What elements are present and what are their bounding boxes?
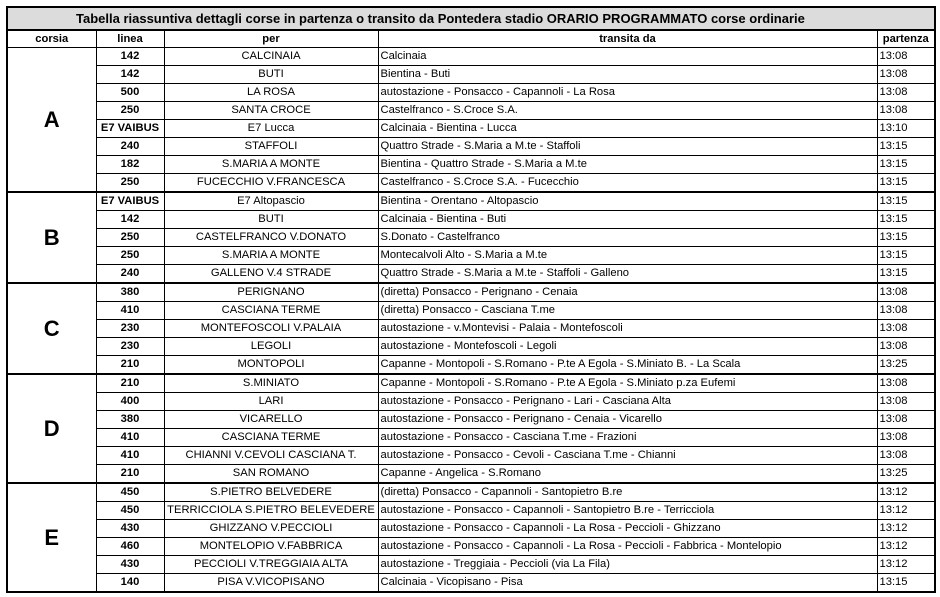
table-row xyxy=(7,174,935,193)
departure-time-cell: 13:10 xyxy=(877,120,935,138)
departure-time-cell: 13:12 xyxy=(877,538,935,556)
linea-cell: 250 xyxy=(96,247,164,265)
destination-cell: S.MARIA A MONTE xyxy=(164,156,378,174)
corsia-label: D xyxy=(7,374,96,483)
table-row xyxy=(7,538,935,556)
departure-time-cell: 13:15 xyxy=(877,156,935,174)
table-row xyxy=(7,283,935,302)
departure-time-cell: 13:08 xyxy=(877,429,935,447)
table-row xyxy=(7,102,935,120)
linea-cell: 240 xyxy=(96,265,164,284)
table-row xyxy=(7,156,935,174)
linea-cell: 400 xyxy=(96,393,164,411)
linea-cell: 140 xyxy=(96,574,164,593)
table-row xyxy=(7,502,935,520)
departure-time-cell: 13:12 xyxy=(877,483,935,502)
departure-time-cell: 13:12 xyxy=(877,502,935,520)
table-row xyxy=(7,192,935,211)
linea-cell: E7 VAIBUS xyxy=(96,192,164,211)
departures-table xyxy=(6,6,936,593)
departure-time-cell: 13:15 xyxy=(877,192,935,211)
route-cell: autostazione - Montefoscoli - Legoli xyxy=(378,338,877,356)
route-cell: autostazione - Ponsacco - Perignano - Lari - Casciana Alta xyxy=(378,393,877,411)
linea-cell: 430 xyxy=(96,520,164,538)
table-row xyxy=(7,247,935,265)
destination-cell: E7 Altopascio xyxy=(164,192,378,211)
destination-cell: CALCINAIA xyxy=(164,48,378,66)
linea-cell: 380 xyxy=(96,283,164,302)
schedule-sheet xyxy=(6,6,934,593)
route-cell: Calcinaia - Bientina - Buti xyxy=(378,211,877,229)
destination-cell: SAN ROMANO xyxy=(164,465,378,484)
destination-cell: PISA V.VICOPISANO xyxy=(164,574,378,593)
destination-cell: PERIGNANO xyxy=(164,283,378,302)
route-cell: Bientina - Buti xyxy=(378,66,877,84)
destination-cell: CASCIANA TERME xyxy=(164,302,378,320)
route-cell: autostazione - Ponsacco - Capannoli - La Rosa xyxy=(378,84,877,102)
destination-cell: FUCECCHIO V.FRANCESCA xyxy=(164,174,378,193)
destination-cell: MONTELOPIO V.FABBRICA xyxy=(164,538,378,556)
destination-cell: MONTOPOLI xyxy=(164,356,378,375)
table-row xyxy=(7,411,935,429)
linea-cell: 230 xyxy=(96,338,164,356)
linea-cell: 460 xyxy=(96,538,164,556)
route-cell: Bientina - Quattro Strade - S.Maria a M.te xyxy=(378,156,877,174)
route-cell: Capanne - Angelica - S.Romano xyxy=(378,465,877,484)
header-transita: transita da xyxy=(378,30,877,48)
route-cell: (diretta) Ponsacco - Perignano - Cenaia xyxy=(378,283,877,302)
table-row xyxy=(7,302,935,320)
destination-cell: BUTI xyxy=(164,211,378,229)
table-title: Tabella riassuntiva dettagli corse in partenza o transito da Pontedera stadio ORARIO PROGRAMMATO corse ordinarie xyxy=(7,7,935,30)
destination-cell: CASTELFRANCO V.DONATO xyxy=(164,229,378,247)
corsia-label: E xyxy=(7,483,96,592)
linea-cell: 230 xyxy=(96,320,164,338)
table-row xyxy=(7,66,935,84)
departure-time-cell: 13:15 xyxy=(877,229,935,247)
departure-time-cell: 13:08 xyxy=(877,338,935,356)
destination-cell: CASCIANA TERME xyxy=(164,429,378,447)
route-cell: autostazione - Ponsacco - Perignano - Cenaia - Vicarello xyxy=(378,411,877,429)
destination-cell: LA ROSA xyxy=(164,84,378,102)
destination-cell: LEGOLI xyxy=(164,338,378,356)
linea-cell: 500 xyxy=(96,84,164,102)
destination-cell: VICARELLO xyxy=(164,411,378,429)
linea-cell: 210 xyxy=(96,465,164,484)
table-row xyxy=(7,120,935,138)
table-row xyxy=(7,211,935,229)
linea-cell: 142 xyxy=(96,48,164,66)
destination-cell: GALLENO V.4 STRADE xyxy=(164,265,378,284)
table-row xyxy=(7,48,935,66)
table-row xyxy=(7,556,935,574)
linea-cell: 142 xyxy=(96,211,164,229)
route-cell: autostazione - Ponsacco - Cevoli - Casciana T.me - Chianni xyxy=(378,447,877,465)
route-cell: Calcinaia xyxy=(378,48,877,66)
route-cell: autostazione - Treggiaia - Peccioli (via La Fila) xyxy=(378,556,877,574)
route-cell: Quattro Strade - S.Maria a M.te - Staffoli xyxy=(378,138,877,156)
route-cell: autostazione - v.Montevisi - Palaia - Montefoscoli xyxy=(378,320,877,338)
route-cell: (diretta) Ponsacco - Capannoli - Santopietro B.re xyxy=(378,483,877,502)
corsia-label: C xyxy=(7,283,96,374)
linea-cell: E7 VAIBUS xyxy=(96,120,164,138)
linea-cell: 182 xyxy=(96,156,164,174)
route-cell: Montecalvoli Alto - S.Maria a M.te xyxy=(378,247,877,265)
destination-cell: CHIANNI V.CEVOLI CASCIANA T. xyxy=(164,447,378,465)
departure-time-cell: 13:08 xyxy=(877,66,935,84)
table-row xyxy=(7,574,935,593)
table-row xyxy=(7,229,935,247)
corsia-label: A xyxy=(7,48,96,193)
table-row xyxy=(7,84,935,102)
departure-time-cell: 13:25 xyxy=(877,465,935,484)
destination-cell: TERRICCIOLA S.PIETRO BELEVEDERE xyxy=(164,502,378,520)
linea-cell: 250 xyxy=(96,229,164,247)
linea-cell: 410 xyxy=(96,447,164,465)
destination-cell: LARI xyxy=(164,393,378,411)
corsia-label: B xyxy=(7,192,96,283)
departure-time-cell: 13:12 xyxy=(877,556,935,574)
linea-cell: 210 xyxy=(96,356,164,375)
route-cell: Castelfranco - S.Croce S.A. xyxy=(378,102,877,120)
table-row xyxy=(7,138,935,156)
destination-cell: BUTI xyxy=(164,66,378,84)
departure-time-cell: 13:25 xyxy=(877,356,935,375)
departure-time-cell: 13:15 xyxy=(877,211,935,229)
table-row xyxy=(7,356,935,375)
destination-cell: S.MINIATO xyxy=(164,374,378,393)
linea-cell: 410 xyxy=(96,429,164,447)
table-row xyxy=(7,338,935,356)
departure-time-cell: 13:08 xyxy=(877,283,935,302)
destination-cell: MONTEFOSCOLI V.PALAIA xyxy=(164,320,378,338)
departure-time-cell: 13:08 xyxy=(877,102,935,120)
table-row xyxy=(7,393,935,411)
route-cell: (diretta) Ponsacco - Casciana T.me xyxy=(378,302,877,320)
header-partenza: partenza xyxy=(877,30,935,48)
route-cell: autostazione - Ponsacco - Capannoli - Santopietro B.re - Terricciola xyxy=(378,502,877,520)
linea-cell: 250 xyxy=(96,174,164,193)
route-cell: autostazione - Ponsacco - Casciana T.me - Frazioni xyxy=(378,429,877,447)
table-body xyxy=(7,48,935,593)
route-cell: Calcinaia - Bientina - Lucca xyxy=(378,120,877,138)
table-row xyxy=(7,520,935,538)
destination-cell: E7 Lucca xyxy=(164,120,378,138)
destination-cell: GHIZZANO V.PECCIOLI xyxy=(164,520,378,538)
route-cell: Quattro Strade - S.Maria a M.te - Staffoli - Galleno xyxy=(378,265,877,284)
header-per: per xyxy=(164,30,378,48)
table-row xyxy=(7,265,935,284)
departure-time-cell: 13:08 xyxy=(877,374,935,393)
linea-cell: 410 xyxy=(96,302,164,320)
destination-cell: S.MARIA A MONTE xyxy=(164,247,378,265)
linea-cell: 250 xyxy=(96,102,164,120)
departure-time-cell: 13:08 xyxy=(877,447,935,465)
route-cell: Capanne - Montopoli - S.Romano - P.te A Egola - S.Miniato B. - La Scala xyxy=(378,356,877,375)
table-row xyxy=(7,465,935,484)
table-row xyxy=(7,447,935,465)
destination-cell: PECCIOLI V.TREGGIAIA ALTA xyxy=(164,556,378,574)
departure-time-cell: 13:08 xyxy=(877,411,935,429)
linea-cell: 210 xyxy=(96,374,164,393)
destination-cell: STAFFOLI xyxy=(164,138,378,156)
table-row xyxy=(7,483,935,502)
route-cell: Castelfranco - S.Croce S.A. - Fucecchio xyxy=(378,174,877,193)
departure-time-cell: 13:08 xyxy=(877,393,935,411)
departure-time-cell: 13:15 xyxy=(877,138,935,156)
departure-time-cell: 13:15 xyxy=(877,174,935,193)
linea-cell: 142 xyxy=(96,66,164,84)
route-cell: Calcinaia - Vicopisano - Pisa xyxy=(378,574,877,593)
departure-time-cell: 13:15 xyxy=(877,247,935,265)
table-row xyxy=(7,374,935,393)
route-cell: autostazione - Ponsacco - Capannoli - La Rosa - Peccioli - Fabbrica - Montelopio xyxy=(378,538,877,556)
table-row xyxy=(7,429,935,447)
header-corsia: corsia xyxy=(7,30,96,48)
destination-cell: S.PIETRO BELVEDERE xyxy=(164,483,378,502)
linea-cell: 430 xyxy=(96,556,164,574)
departure-time-cell: 13:08 xyxy=(877,302,935,320)
header-linea: linea xyxy=(96,30,164,48)
route-cell: Bientina - Orentano - Altopascio xyxy=(378,192,877,211)
route-cell: S.Donato - Castelfranco xyxy=(378,229,877,247)
destination-cell: SANTA CROCE xyxy=(164,102,378,120)
departure-time-cell: 13:08 xyxy=(877,320,935,338)
departure-time-cell: 13:15 xyxy=(877,265,935,284)
departure-time-cell: 13:08 xyxy=(877,84,935,102)
route-cell: Capanne - Montopoli - S.Romano - P.te A Egola - S.Miniato p.za Eufemi xyxy=(378,374,877,393)
linea-cell: 380 xyxy=(96,411,164,429)
linea-cell: 450 xyxy=(96,483,164,502)
linea-cell: 450 xyxy=(96,502,164,520)
departure-time-cell: 13:15 xyxy=(877,574,935,593)
table-row xyxy=(7,320,935,338)
departure-time-cell: 13:12 xyxy=(877,520,935,538)
departure-time-cell: 13:08 xyxy=(877,48,935,66)
route-cell: autostazione - Ponsacco - Capannoli - La Rosa - Peccioli - Ghizzano xyxy=(378,520,877,538)
linea-cell: 240 xyxy=(96,138,164,156)
